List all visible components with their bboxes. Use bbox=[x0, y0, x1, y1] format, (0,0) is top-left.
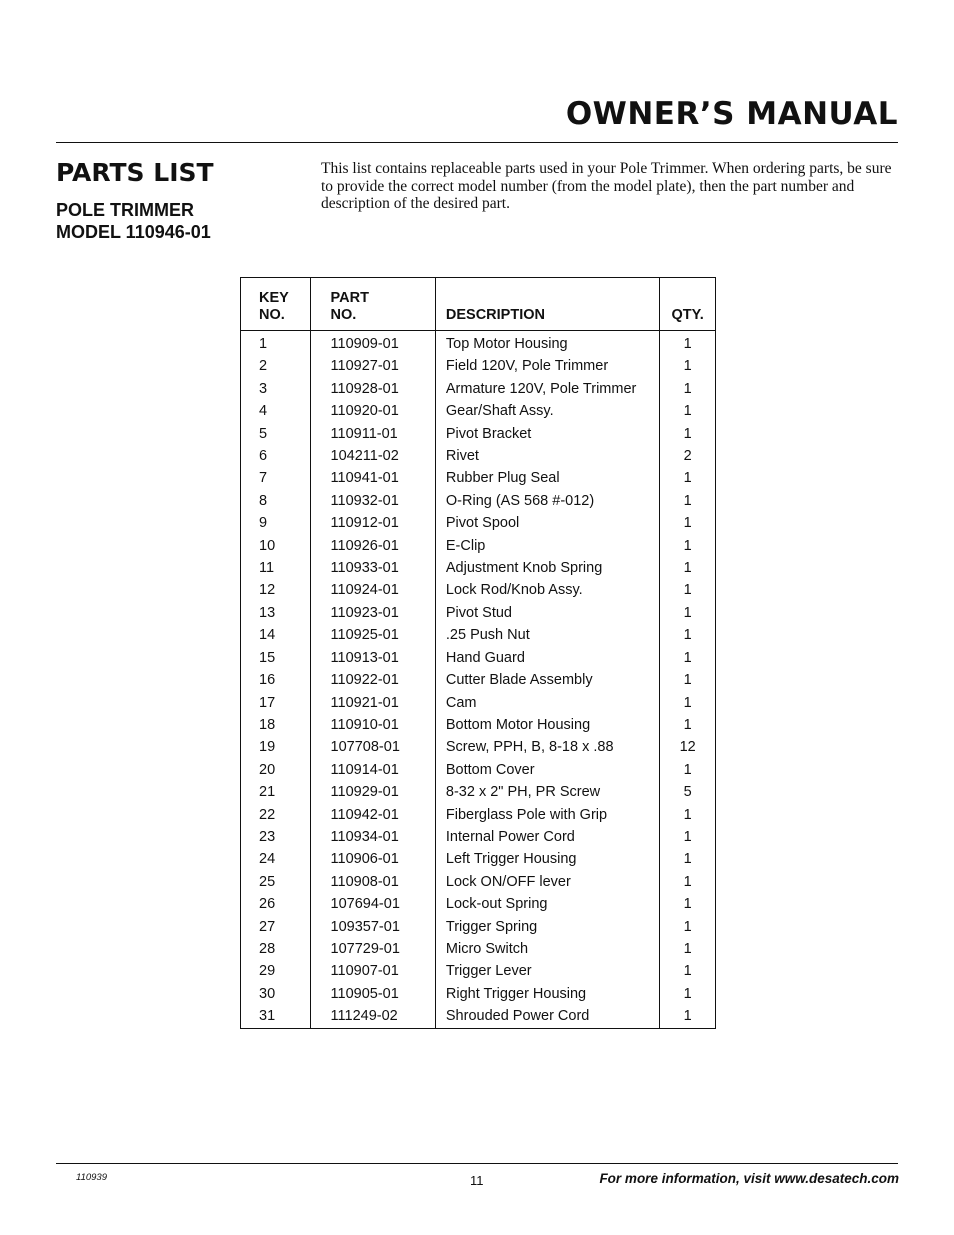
part-no-cell: 110934-01 bbox=[310, 826, 435, 848]
key-no-cell: 17 bbox=[241, 692, 311, 714]
table-row bbox=[241, 378, 716, 400]
part-no-cell: 110909-01 bbox=[310, 331, 435, 356]
qty-cell: 1 bbox=[683, 940, 692, 957]
part-no-cell: 110920-01 bbox=[310, 400, 435, 422]
description-cell: O-Ring (AS 568 #-012) bbox=[435, 490, 659, 512]
header-qty: QTY. bbox=[660, 278, 716, 331]
part-no-cell: 110912-01 bbox=[310, 512, 435, 534]
subtitle-model: MODEL 110946-01 bbox=[56, 222, 211, 242]
qty-cell: 1 bbox=[683, 963, 692, 980]
header-key-no bbox=[241, 278, 311, 331]
header-part-line1: PART bbox=[330, 290, 369, 306]
part-no-cell: 110913-01 bbox=[310, 647, 435, 669]
page-number: 11 bbox=[470, 1173, 484, 1188]
description-cell: Micro Switch bbox=[435, 938, 659, 960]
part-no-cell: 110905-01 bbox=[310, 983, 435, 1005]
model-subtitle bbox=[56, 199, 211, 243]
subtitle-product: POLE TRIMMER bbox=[56, 200, 194, 220]
part-no-cell: 110927-01 bbox=[310, 355, 435, 377]
qty-cell: 1 bbox=[683, 828, 692, 845]
description-cell: Fiberglass Pole with Grip bbox=[435, 804, 659, 826]
table-row bbox=[241, 960, 716, 982]
table-row bbox=[241, 1005, 716, 1028]
header-part-line2: NO. bbox=[330, 307, 357, 323]
qty-cell: 5 bbox=[683, 784, 692, 801]
table-row bbox=[241, 938, 716, 960]
key-no-cell: 2 bbox=[241, 355, 311, 377]
key-no-cell: 31 bbox=[241, 1005, 311, 1028]
part-no-cell: 110911-01 bbox=[310, 423, 435, 445]
part-no-cell: 110907-01 bbox=[310, 960, 435, 982]
table-row bbox=[241, 557, 716, 579]
description-cell: Top Motor Housing bbox=[435, 331, 659, 356]
table-header-row bbox=[241, 278, 716, 331]
key-no-cell: 21 bbox=[241, 781, 311, 803]
part-no-cell: 110941-01 bbox=[310, 467, 435, 489]
qty-cell: 1 bbox=[683, 806, 692, 823]
header-key-line1: KEY bbox=[259, 290, 289, 306]
part-no-cell: 110922-01 bbox=[310, 669, 435, 691]
qty-cell: 1 bbox=[683, 403, 692, 420]
qty-cell: 1 bbox=[683, 896, 692, 913]
description-cell: Gear/Shaft Assy. bbox=[435, 400, 659, 422]
key-no-cell: 27 bbox=[241, 916, 311, 938]
key-no-cell: 11 bbox=[241, 557, 311, 579]
qty-cell: 1 bbox=[683, 537, 692, 554]
qty-cell: 1 bbox=[683, 716, 692, 733]
key-no-cell: 16 bbox=[241, 669, 311, 691]
description-cell: Cutter Blade Assembly bbox=[435, 669, 659, 691]
qty-cell: 1 bbox=[683, 672, 692, 689]
part-no-cell: 110910-01 bbox=[310, 714, 435, 736]
key-no-cell: 25 bbox=[241, 871, 311, 893]
table-row bbox=[241, 490, 716, 512]
table-row bbox=[241, 579, 716, 601]
part-no-cell: 107694-01 bbox=[310, 893, 435, 915]
key-no-cell: 24 bbox=[241, 848, 311, 870]
description-cell: Lock ON/OFF lever bbox=[435, 871, 659, 893]
table-row bbox=[241, 759, 716, 781]
table-row bbox=[241, 714, 716, 736]
qty-cell: 1 bbox=[683, 694, 692, 711]
qty-cell: 1 bbox=[683, 1008, 692, 1025]
table-row bbox=[241, 916, 716, 938]
qty-cell: 1 bbox=[683, 582, 692, 599]
qty-cell: 1 bbox=[683, 358, 692, 375]
key-no-cell: 7 bbox=[241, 467, 311, 489]
description-cell: Pivot Bracket bbox=[435, 423, 659, 445]
key-no-cell: 13 bbox=[241, 602, 311, 624]
table-row bbox=[241, 400, 716, 422]
table-row bbox=[241, 781, 716, 803]
table-row bbox=[241, 848, 716, 870]
table-row bbox=[241, 736, 716, 758]
table-row bbox=[241, 467, 716, 489]
key-no-cell: 23 bbox=[241, 826, 311, 848]
description-cell: E-Clip bbox=[435, 535, 659, 557]
key-no-cell: 30 bbox=[241, 983, 311, 1005]
description-cell: Adjustment Knob Spring bbox=[435, 557, 659, 579]
description-cell: Lock-out Spring bbox=[435, 893, 659, 915]
qty-cell: 1 bbox=[683, 649, 692, 666]
parts-table bbox=[240, 277, 716, 1029]
part-no-cell: 110908-01 bbox=[310, 871, 435, 893]
description-cell: Pivot Stud bbox=[435, 602, 659, 624]
qty-cell: 1 bbox=[683, 985, 692, 1002]
key-no-cell: 15 bbox=[241, 647, 311, 669]
table-row bbox=[241, 826, 716, 848]
key-no-cell: 14 bbox=[241, 624, 311, 646]
table-row bbox=[241, 512, 716, 534]
qty-cell: 1 bbox=[683, 336, 692, 352]
qty-cell: 1 bbox=[683, 873, 692, 890]
description-cell: Pivot Spool bbox=[435, 512, 659, 534]
table-row bbox=[241, 871, 716, 893]
description-cell: Field 120V, Pole Trimmer bbox=[435, 355, 659, 377]
key-no-cell: 10 bbox=[241, 535, 311, 557]
table-row bbox=[241, 624, 716, 646]
description-cell: 8-32 x 2" PH, PR Screw bbox=[435, 781, 659, 803]
description-cell: Armature 120V, Pole Trimmer bbox=[435, 378, 659, 400]
description-cell: Trigger Lever bbox=[435, 960, 659, 982]
qty-cell: 1 bbox=[683, 492, 692, 509]
part-no-cell: 110942-01 bbox=[310, 804, 435, 826]
description-cell: Internal Power Cord bbox=[435, 826, 659, 848]
manual-title: OWNER’S MANUAL bbox=[565, 96, 898, 132]
header-description: DESCRIPTION bbox=[435, 278, 659, 331]
footer-info-text: For more information, visit www.desatech.com bbox=[599, 1171, 899, 1186]
intro-paragraph: This list contains replaceable parts used in your Pole Trimmer. When ordering parts, be sure to provide the correct model number (from the model plate), then the part number and description of the desired part. bbox=[321, 160, 892, 212]
document-code: 110939 bbox=[76, 1172, 107, 1183]
part-no-cell: 110929-01 bbox=[310, 781, 435, 803]
key-no-cell: 9 bbox=[241, 512, 311, 534]
description-cell: .25 Push Nut bbox=[435, 624, 659, 646]
part-no-cell: 110906-01 bbox=[310, 848, 435, 870]
part-no-cell: 107708-01 bbox=[310, 736, 435, 758]
part-no-cell: 107729-01 bbox=[310, 938, 435, 960]
parts-table-body bbox=[241, 331, 716, 1029]
table-row bbox=[241, 669, 716, 691]
table-row bbox=[241, 692, 716, 714]
footer-divider bbox=[56, 1163, 898, 1164]
table-row bbox=[241, 423, 716, 445]
key-no-cell: 19 bbox=[241, 736, 311, 758]
part-no-cell: 110925-01 bbox=[310, 624, 435, 646]
qty-cell: 1 bbox=[683, 425, 692, 442]
part-no-cell: 110928-01 bbox=[310, 378, 435, 400]
key-no-cell: 18 bbox=[241, 714, 311, 736]
description-cell: Rivet bbox=[435, 445, 659, 467]
key-no-cell: 6 bbox=[241, 445, 311, 467]
description-cell: Bottom Cover bbox=[435, 759, 659, 781]
section-title: PARTS LIST bbox=[56, 158, 214, 187]
header-key-line2: NO. bbox=[259, 307, 285, 323]
qty-cell: 1 bbox=[683, 604, 692, 621]
key-no-cell: 26 bbox=[241, 893, 311, 915]
qty-cell: 1 bbox=[683, 470, 692, 487]
qty-cell: 1 bbox=[683, 851, 692, 868]
table-row bbox=[241, 804, 716, 826]
table-row bbox=[241, 602, 716, 624]
part-no-cell: 110923-01 bbox=[310, 602, 435, 624]
header-part-no bbox=[310, 278, 435, 331]
description-cell: Cam bbox=[435, 692, 659, 714]
key-no-cell: 12 bbox=[241, 579, 311, 601]
part-no-cell: 110932-01 bbox=[310, 490, 435, 512]
description-cell: Hand Guard bbox=[435, 647, 659, 669]
table-row bbox=[241, 983, 716, 1005]
qty-cell: 1 bbox=[683, 515, 692, 532]
part-no-cell: 110921-01 bbox=[310, 692, 435, 714]
key-no-cell: 8 bbox=[241, 490, 311, 512]
key-no-cell: 5 bbox=[241, 423, 311, 445]
part-no-cell: 110933-01 bbox=[310, 557, 435, 579]
qty-cell: 1 bbox=[683, 918, 692, 935]
description-cell: Screw, PPH, B, 8-18 x .88 bbox=[435, 736, 659, 758]
key-no-cell: 20 bbox=[241, 759, 311, 781]
description-cell: Left Trigger Housing bbox=[435, 848, 659, 870]
description-cell: Trigger Spring bbox=[435, 916, 659, 938]
table-row bbox=[241, 647, 716, 669]
part-no-cell: 110926-01 bbox=[310, 535, 435, 557]
table-row bbox=[241, 331, 716, 356]
qty-cell: 1 bbox=[683, 627, 692, 644]
qty-cell: 1 bbox=[683, 380, 692, 397]
part-no-cell: 111249-02 bbox=[310, 1005, 435, 1028]
table-row bbox=[241, 535, 716, 557]
key-no-cell: 3 bbox=[241, 378, 311, 400]
key-no-cell: 22 bbox=[241, 804, 311, 826]
key-no-cell: 28 bbox=[241, 938, 311, 960]
table-row bbox=[241, 445, 716, 467]
key-no-cell: 29 bbox=[241, 960, 311, 982]
description-cell: Bottom Motor Housing bbox=[435, 714, 659, 736]
table-row bbox=[241, 893, 716, 915]
part-no-cell: 104211-02 bbox=[310, 445, 435, 467]
description-cell: Shrouded Power Cord bbox=[435, 1005, 659, 1028]
key-no-cell: 1 bbox=[241, 331, 311, 356]
header-divider bbox=[56, 142, 898, 143]
qty-cell: 2 bbox=[683, 448, 692, 465]
part-no-cell: 110924-01 bbox=[310, 579, 435, 601]
part-no-cell: 110914-01 bbox=[310, 759, 435, 781]
description-cell: Lock Rod/Knob Assy. bbox=[435, 579, 659, 601]
qty-cell: 1 bbox=[683, 560, 692, 577]
description-cell: Right Trigger Housing bbox=[435, 983, 659, 1005]
key-no-cell: 4 bbox=[241, 400, 311, 422]
table-row bbox=[241, 355, 716, 377]
description-cell: Rubber Plug Seal bbox=[435, 467, 659, 489]
qty-cell: 1 bbox=[683, 761, 692, 778]
qty-cell: 12 bbox=[679, 739, 696, 756]
part-no-cell: 109357-01 bbox=[310, 916, 435, 938]
